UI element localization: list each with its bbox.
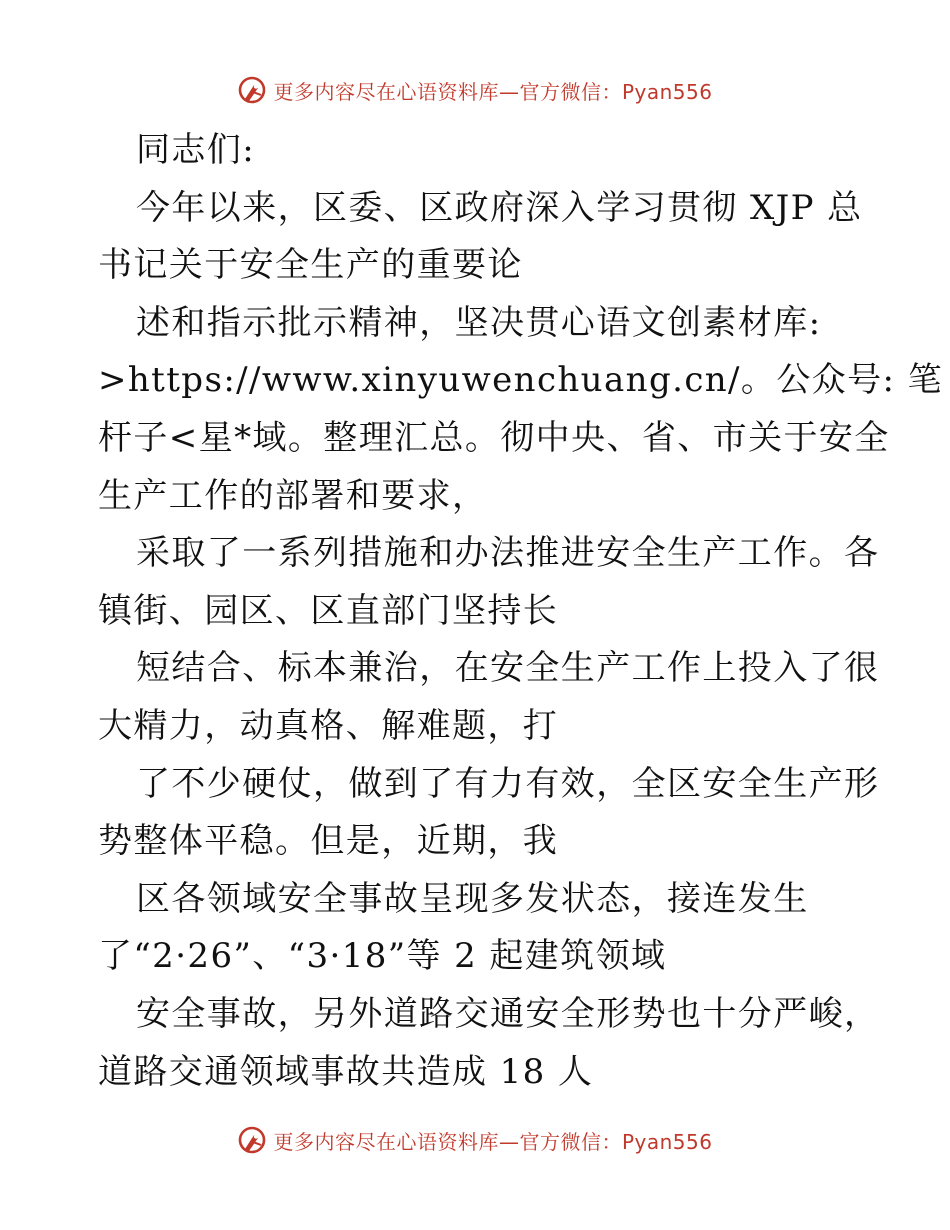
body-line: 生产工作的部署和要求， (98, 475, 488, 516)
body-line: 杆子<星*域。整理汇总。彻中央、省、市关于安全 (98, 417, 890, 458)
footer-banner-text: 更多内容尽在心语资料库—官方微信：Pyan556 (273, 1129, 713, 1154)
body-line: 区各领域安全事故呈现多发状态，接连发生 (136, 878, 809, 919)
pen-nib-circle-icon (237, 75, 267, 105)
body-line: 短结合、标本兼治，在安全生产工作上投入了很 (136, 648, 880, 689)
body-line: 了不少硬仗，做到了有力有效，全区安全生产形 (136, 763, 880, 804)
body-line: 势整体平稳。但是，近期，我 (98, 821, 559, 862)
pen-nib-circle-icon (237, 1125, 267, 1155)
body-line: 采取了一系列措施和办法推进安全生产工作。各 (136, 533, 880, 574)
body-line: 书记关于安全生产的重要论 (98, 245, 523, 286)
body-line: 镇街、园区、区直部门坚持长 (98, 590, 559, 631)
body-line: 了“2·26”、“3·18”等 2 起建筑领域 (98, 936, 667, 977)
body-line: 安全事故，另外道路交通安全形势也十分严峻， (136, 993, 880, 1034)
body-line: 道路交通领域事故共造成 18 人 (98, 1051, 594, 1092)
footer-banner (0, 1120, 950, 1160)
body-line: 今年以来，区委、区政府深入学习贯彻 XJP 总 (136, 187, 863, 228)
body-line: 述和指示批示精神，坚决贯心语文创素材库: (136, 302, 822, 343)
body-line: 同志们: (136, 130, 256, 170)
header-banner (0, 70, 950, 110)
body-line: >https://www.xinyuwenchuang.cn/。公众号: 笔 (98, 360, 943, 401)
document-body (98, 122, 943, 1101)
body-line: 大精力，动真格、解难题，打 (98, 705, 559, 746)
header-banner-text: 更多内容尽在心语资料库—官方微信：Pyan556 (273, 79, 713, 104)
